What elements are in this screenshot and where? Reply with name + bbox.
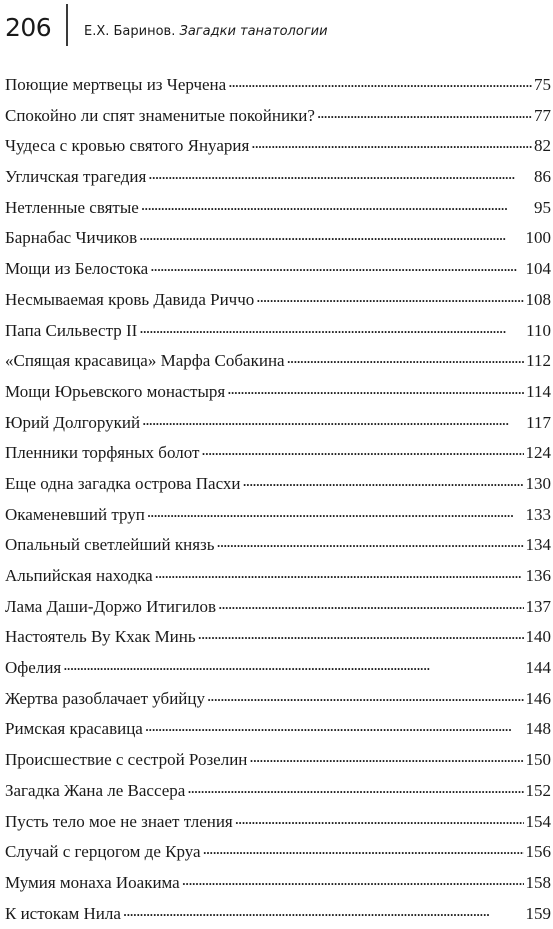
table-of-contents	[5, 70, 551, 929]
toc-entry-page: 114	[526, 381, 551, 401]
toc-entry-page: 156	[525, 842, 551, 862]
toc-entry-page: 154	[525, 811, 551, 831]
toc-leader-dots	[148, 165, 532, 182]
toc-leader-dots	[228, 73, 532, 90]
toc-entry-title: Мощи Юрьевского монастыря	[5, 381, 226, 401]
toc-leader-dots	[249, 748, 523, 765]
page-header	[0, 0, 553, 60]
header-divider	[66, 4, 68, 46]
toc-entry-title: Окаменевший труп	[5, 504, 145, 524]
toc-entry[interactable]	[5, 807, 551, 838]
toc-entry-page: 146	[525, 688, 551, 708]
toc-entry-title: Юрий Долгорукий	[5, 412, 141, 432]
toc-leader-dots	[139, 319, 524, 336]
toc-entry[interactable]	[5, 622, 551, 653]
toc-leader-dots	[142, 411, 524, 428]
toc-entry[interactable]	[5, 316, 551, 347]
toc-entry[interactable]	[5, 285, 551, 316]
page-number: 206	[5, 13, 52, 42]
toc-entry-title: Настоятель Ву Кхак Минь	[5, 627, 196, 647]
toc-entry[interactable]	[5, 70, 551, 101]
toc-entry[interactable]	[5, 438, 551, 469]
toc-entry-page: 148	[525, 719, 551, 739]
toc-entry[interactable]	[5, 684, 551, 715]
toc-leader-dots	[63, 656, 523, 673]
toc-leader-dots	[139, 226, 523, 243]
toc-entry-title: Происшествие с сестрой Розелин	[5, 750, 248, 770]
toc-leader-dots	[317, 104, 532, 121]
toc-entry-page: 158	[525, 872, 551, 892]
toc-entry-title: Несмываемая кровь Давида Риччо	[5, 289, 255, 309]
toc-entry[interactable]	[5, 346, 551, 377]
toc-leader-dots	[227, 380, 524, 397]
toc-entry-title: Римская красавица	[5, 719, 143, 739]
toc-entry-title: Жертва разоблачает убийцу	[5, 688, 205, 708]
toc-entry[interactable]	[5, 254, 551, 285]
toc-entry-page: 117	[526, 412, 551, 432]
toc-entry-page: 86	[534, 167, 551, 187]
toc-entry[interactable]	[5, 162, 551, 193]
toc-entry-page: 124	[525, 443, 551, 463]
toc-entry-page: 140	[525, 627, 551, 647]
toc-entry[interactable]	[5, 561, 551, 592]
toc-entry[interactable]	[5, 193, 551, 224]
toc-entry[interactable]	[5, 377, 551, 408]
toc-entry[interactable]	[5, 223, 551, 254]
author-name: Е.Х. Баринов.	[84, 24, 176, 39]
toc-leader-dots	[207, 687, 524, 704]
toc-entry-page: 134	[525, 535, 551, 555]
toc-entry-page: 112	[526, 351, 551, 371]
toc-entry-page: 150	[525, 750, 551, 770]
toc-entry[interactable]	[5, 745, 551, 776]
toc-leader-dots	[235, 810, 524, 827]
toc-entry-title: Загадка Жана ле Вассера	[5, 780, 186, 800]
toc-leader-dots	[198, 625, 524, 642]
toc-leader-dots	[145, 717, 524, 734]
toc-leader-dots	[123, 902, 524, 919]
toc-leader-dots	[243, 472, 524, 489]
toc-entry[interactable]	[5, 837, 551, 868]
toc-entry-page: 137	[525, 596, 551, 616]
toc-leader-dots	[141, 196, 532, 213]
toc-leader-dots	[201, 441, 523, 458]
toc-entry-title: Мощи из Белостока	[5, 259, 149, 279]
toc-entry-title: Поющие мертвецы из Черчена	[5, 75, 227, 94]
toc-leader-dots	[218, 595, 523, 612]
toc-entry[interactable]	[5, 592, 551, 623]
toc-entry-page: 104	[525, 259, 551, 279]
toc-entry-title: Опальный светлейший князь	[5, 535, 215, 555]
toc-entry-title: «Спящая красавица» Марфа Собакина	[5, 351, 285, 371]
toc-leader-dots	[251, 134, 532, 151]
toc-leader-dots	[150, 257, 523, 274]
toc-entry-title: Случай с герцогом де Круа	[5, 842, 201, 862]
toc-entry-title: Лама Даши-Доржо Итигилов	[5, 596, 217, 616]
toc-entry-page: 130	[525, 473, 551, 493]
toc-entry-title: Пусть тело мое не знает тления	[5, 811, 233, 831]
toc-leader-dots	[203, 840, 524, 857]
toc-entry-page: 159	[525, 903, 551, 923]
toc-entry-page: 82	[534, 136, 551, 156]
toc-entry-page: 100	[525, 228, 551, 248]
toc-entry-title: Офелия	[5, 658, 62, 678]
toc-entry-page: 108	[525, 289, 551, 309]
toc-entry-title: Нетленные святые	[5, 197, 139, 217]
book-title: Загадки танатологии	[179, 24, 328, 39]
toc-entry[interactable]	[5, 776, 551, 807]
toc-entry-title: Чудеса с кровью святого Януария	[5, 136, 250, 156]
toc-leader-dots	[256, 288, 523, 305]
toc-leader-dots	[217, 533, 524, 550]
toc-entry-page: 152	[525, 780, 551, 800]
toc-entry[interactable]	[5, 530, 551, 561]
toc-leader-dots	[182, 871, 524, 888]
toc-entry[interactable]	[5, 101, 551, 132]
toc-entry-title: Еще одна загадка острова Пасхи	[5, 473, 241, 493]
toc-entry-title: Спокойно ли спят знаменитые покойники?	[5, 105, 315, 125]
toc-entry-title: Альпийская находка	[5, 566, 153, 585]
toc-entry[interactable]	[5, 500, 551, 531]
toc-entry-title: Мумия монаха Иоакима	[5, 872, 180, 892]
toc-entry[interactable]	[5, 899, 551, 929]
toc-entry-page: 144	[525, 658, 551, 678]
toc-entry-title: Угличская трагедия	[5, 167, 147, 187]
toc-entry[interactable]	[5, 408, 551, 439]
toc-entry[interactable]	[5, 469, 551, 500]
toc-entry-title: Папа Сильвестр II	[5, 320, 138, 340]
toc-entry[interactable]	[5, 653, 551, 684]
toc-leader-dots	[155, 564, 524, 581]
toc-leader-dots	[147, 503, 524, 520]
toc-entry[interactable]	[5, 868, 551, 899]
toc-entry-page: 75	[534, 75, 551, 94]
toc-entry-page: 133	[525, 504, 551, 524]
toc-leader-dots	[287, 349, 525, 366]
toc-entry-page: 110	[526, 320, 551, 340]
toc-entry-title: К истокам Нила	[5, 903, 121, 923]
toc-entry[interactable]	[5, 131, 551, 162]
toc-leader-dots	[187, 779, 523, 796]
toc-entry[interactable]	[5, 714, 551, 745]
toc-entry-title: Пленники торфяных болот	[5, 443, 200, 463]
running-head	[84, 24, 328, 40]
toc-entry-page: 77	[534, 105, 551, 125]
toc-entry-page: 95	[534, 197, 551, 217]
toc-entry-page: 136	[525, 566, 551, 585]
toc-entry-title: Барнабас Чичиков	[5, 228, 138, 248]
